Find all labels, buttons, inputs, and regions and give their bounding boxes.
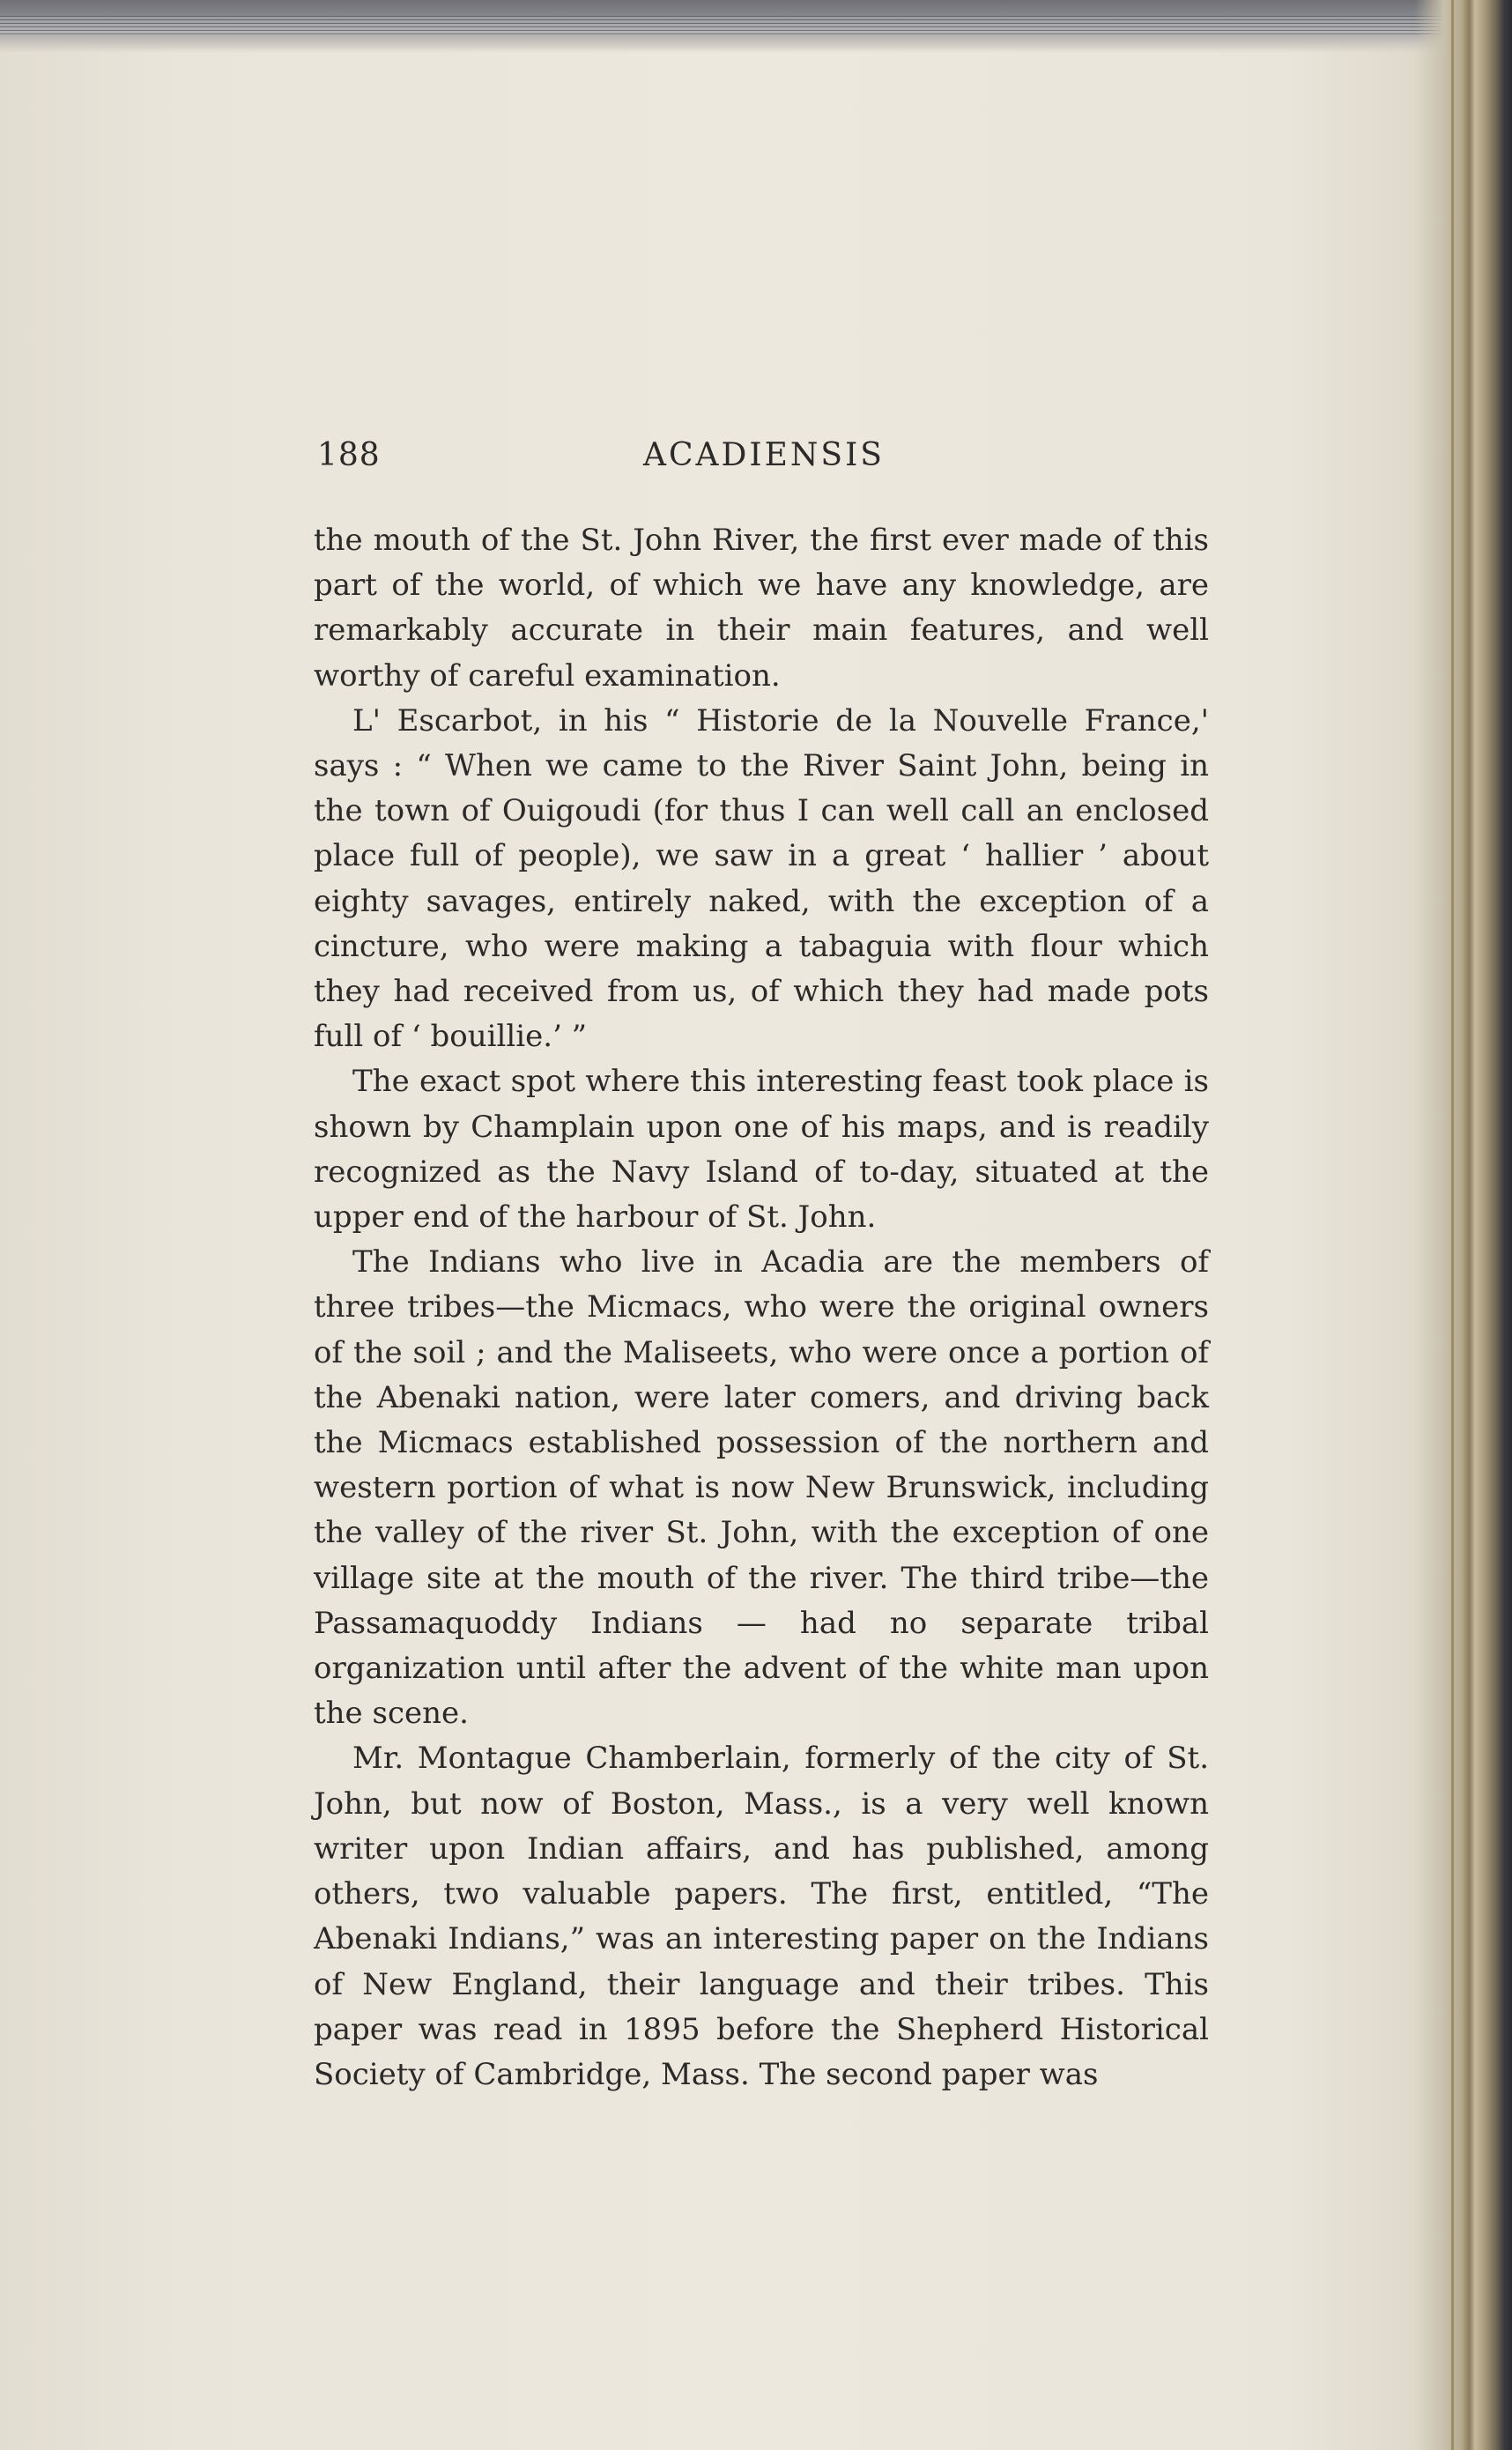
book-page-stack-lines	[0, 16, 1512, 35]
paragraph-acadia-tribes: The Indians who live in Acadia are the members of three tribes—the Micmacs, who were the original owners of the soil ; and the Maliseets, who were once a portion of the Abenaki nation, were later comers, and driving back the Micmacs established possession of the northern and western portion of what is now New Brunswick, including the valley of the river St. John, with the exception of one village site at the mouth of the river. The third tribe—the Passamaquoddy Indians — had no separate tribal organization until after the advent of the white man upon the scene.	[314, 1244, 1209, 1732]
page-number: 188	[317, 437, 381, 473]
paragraph-feast-location: The exact spot where this interesting feast took place is shown by Champlain upon one of his maps, and is readily recognized as the Navy Island of to-day, situated at the upper end of the harbour of St. John.	[314, 1064, 1209, 1236]
paragraph-lescarbot-quote: L' Escarbot, in his “ Historie de la Nouvelle France,' says : “ When we came to the River Saint John, being in the town of Ouigoudi (for thus I can well call an enclosed place full of people), we saw in a great ‘ hallier ’ about eighty savages, entirely naked, with the exception of a cincture, who were making a tabaguia with flour which they had received from us, of which they had made pots full of ‘ bouillie.’ ”	[314, 702, 1209, 1055]
book-binding-edge	[1415, 0, 1512, 2450]
running-title: ACADIENSIS	[643, 437, 885, 473]
paragraph-continuation: the mouth of the St. John River, the first ever made of this part of the world, of which we have any knowledge, are remarkably accurate in their main features, and well worthy of careful examination.	[314, 523, 1209, 694]
page-header	[317, 437, 1207, 481]
binding-fold-line	[1451, 0, 1454, 2450]
body-text	[314, 518, 1209, 2097]
paragraph-chamberlain: Mr. Montague Chamberlain, formerly of the city of St. John, but now of Boston, Mass., is a very well known writer upon Indian affairs, and has published, among others, two valuable papers. The first, entitled, “The Abenaki Indians,” was an interesting paper on the Indians of New England, their language and their tribes. This paper was read in 1895 before the Shepherd Historical Society of Cambridge, Mass. The second paper was	[314, 1741, 1209, 2092]
